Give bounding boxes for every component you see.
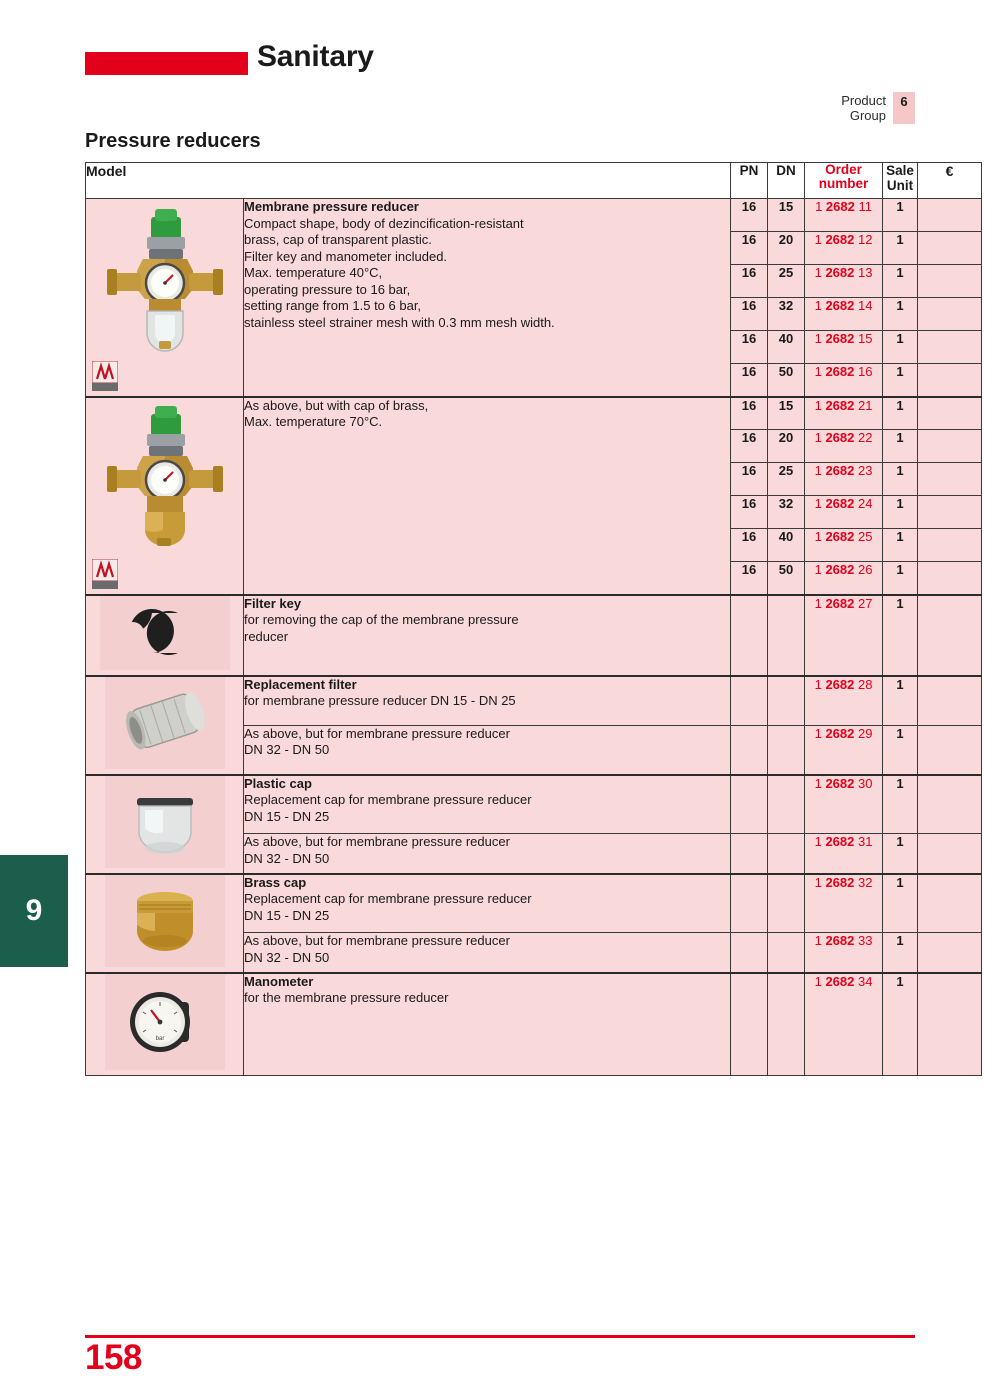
order-mid: 2682: [825, 933, 855, 949]
product-description-line: DN 15 - DN 25: [244, 907, 330, 923]
price-field[interactable]: [918, 676, 982, 726]
product-title: Membrane pressure reducer: [244, 199, 419, 214]
product-image-cell: [86, 397, 244, 595]
table-header: [86, 163, 982, 199]
order-prefix: 1: [814, 298, 822, 313]
dn-value: 15: [768, 199, 805, 232]
price-field[interactable]: [918, 265, 982, 298]
header-dn: DN: [768, 163, 805, 199]
dn-value: [768, 874, 805, 933]
price-field[interactable]: [918, 430, 982, 463]
order-prefix: 1: [814, 364, 822, 379]
product-description-line: operating pressure to 16 bar,: [244, 281, 411, 297]
pn-value: 16: [731, 364, 768, 397]
order-number: [805, 463, 883, 496]
order-suffix: 11: [858, 199, 872, 214]
price-field[interactable]: [918, 397, 982, 430]
order-prefix: 1: [814, 265, 822, 280]
table-row: [86, 595, 982, 676]
pn-value: 16: [731, 430, 768, 463]
product-description-line: Max. temperature 70°C.: [244, 414, 383, 429]
order-mid: 2682: [825, 775, 855, 791]
pn-value: 16: [731, 331, 768, 364]
product-description-line: As above, but for membrane pressure reducer: [244, 933, 510, 949]
product-title: Brass cap: [244, 874, 307, 890]
pn-value: [731, 725, 768, 775]
sale-unit: 1: [883, 562, 918, 595]
product-title: Plastic cap: [244, 775, 312, 791]
order-mid: 2682: [825, 529, 855, 544]
product-description-line: reducer: [244, 628, 289, 644]
pn-value: [731, 834, 768, 874]
table-row: [86, 397, 982, 430]
table-row: [86, 973, 982, 1076]
order-prefix: 1: [814, 430, 822, 445]
price-field[interactable]: [918, 232, 982, 265]
header-pn: PN: [731, 163, 768, 199]
order-mid: 2682: [825, 676, 855, 692]
table-row: [86, 874, 982, 933]
dn-value: 50: [768, 562, 805, 595]
pn-value: 16: [731, 397, 768, 430]
order-prefix: 1: [814, 834, 822, 850]
order-suffix: 23: [857, 463, 873, 478]
order-prefix: 1: [814, 874, 822, 890]
order-number: [805, 933, 883, 973]
product-description-cell: [244, 725, 731, 775]
sale-unit: 1: [883, 298, 918, 331]
order-prefix: 1: [814, 232, 822, 247]
sale-unit: 1: [883, 529, 918, 562]
sale-unit: 1: [883, 397, 918, 430]
order-mid: 2682: [825, 496, 855, 511]
order-mid: 2682: [825, 725, 855, 741]
order-suffix: 32: [857, 874, 873, 890]
order-mid: 2682: [825, 265, 855, 280]
order-prefix: 1: [814, 725, 822, 741]
price-field[interactable]: [918, 562, 982, 595]
replacement-filter-photo: [105, 677, 225, 774]
pn-value: 16: [731, 199, 768, 232]
dn-value: 15: [768, 397, 805, 430]
membrane-pressure-reducer-plastic-cap-photo: [101, 199, 229, 374]
order-suffix: 34: [857, 973, 873, 989]
membrane-pressure-reducer-brass-cap-photo: [101, 398, 229, 571]
plastic-cap-photo: [105, 776, 225, 873]
dn-value: 32: [768, 298, 805, 331]
order-mid: 2682: [825, 834, 855, 850]
product-description-line: stainless steel strainer mesh with 0.3 mm mesh width.: [244, 314, 555, 330]
product-description-line: for removing the cap of the membrane pressure: [244, 612, 519, 627]
product-description-cell: [244, 874, 731, 933]
sale-unit: 1: [883, 874, 918, 933]
product-description-cell: [244, 595, 731, 676]
footer-rule: [85, 1335, 915, 1338]
product-group-label-line1: Product: [841, 93, 886, 108]
table-row: [86, 199, 982, 232]
product-image-cell: [86, 595, 244, 676]
order-number: [805, 834, 883, 874]
dn-value: [768, 595, 805, 676]
header-model: Model: [86, 163, 731, 199]
dn-value: [768, 725, 805, 775]
order-number: [805, 298, 883, 331]
order-number: [805, 430, 883, 463]
order-prefix: 1: [814, 595, 822, 611]
din-dvgw-approval-icon: [92, 559, 118, 589]
order-suffix: 24: [857, 496, 873, 511]
price-field[interactable]: [918, 595, 982, 676]
pn-value: 16: [731, 496, 768, 529]
price-field[interactable]: [918, 874, 982, 933]
header-currency: €: [918, 163, 982, 199]
product-description-cell: [244, 199, 731, 397]
page-header: [85, 40, 915, 88]
sale-unit: 1: [883, 496, 918, 529]
dn-value: [768, 676, 805, 726]
sale-unit: 1: [883, 834, 918, 874]
dn-value: [768, 973, 805, 1076]
order-number: [805, 562, 883, 595]
order-number: [805, 232, 883, 265]
order-suffix: 28: [857, 676, 873, 692]
order-prefix: 1: [815, 199, 823, 214]
sale-unit: 1: [883, 933, 918, 973]
price-field[interactable]: [918, 973, 982, 1076]
order-number: [805, 364, 883, 397]
product-group-label-line2: Group: [849, 108, 886, 123]
dn-value: [768, 775, 805, 834]
order-mid: 2682: [825, 199, 855, 214]
product-image-cell: [86, 199, 244, 397]
table-row: [86, 775, 982, 834]
dn-value: 20: [768, 232, 805, 265]
product-description-line: Replacement cap for membrane pressure reducer: [244, 891, 532, 906]
order-mid: 2682: [825, 331, 855, 346]
product-description-line: Replacement cap for membrane pressure reducer: [244, 792, 532, 807]
pn-value: [731, 676, 768, 726]
pn-value: [731, 973, 768, 1076]
sale-unit: 1: [883, 775, 918, 834]
manometer-photo: [105, 974, 225, 1075]
pn-value: 16: [731, 265, 768, 298]
pn-value: [731, 874, 768, 933]
order-number: [805, 775, 883, 834]
pn-value: 16: [731, 529, 768, 562]
dn-value: 25: [768, 265, 805, 298]
sale-unit: 1: [883, 364, 918, 397]
order-prefix: 1: [814, 331, 822, 346]
product-image-cell: [86, 676, 244, 775]
order-prefix: 1: [814, 562, 822, 577]
product-description-line: setting range from 1.5 to 6 bar,: [244, 298, 422, 313]
product-description-line: As above, but for membrane pressure reducer: [244, 725, 510, 741]
price-field[interactable]: [918, 496, 982, 529]
product-description-line: Filter key and manometer included.: [244, 248, 448, 264]
page-number: 158: [85, 1338, 142, 1377]
price-field[interactable]: [918, 834, 982, 874]
sale-unit: 1: [883, 595, 918, 676]
order-suffix: 21: [857, 397, 873, 413]
product-description-line: Max. temperature 40°C,: [244, 265, 383, 280]
order-number: [805, 397, 883, 430]
order-number: [805, 676, 883, 726]
order-prefix: 1: [814, 775, 822, 791]
product-description-line: As above, but with cap of brass,: [244, 397, 429, 413]
page-title: Sanitary: [257, 40, 374, 73]
header-order-line2: number: [818, 176, 869, 191]
order-suffix: 13: [857, 265, 873, 280]
pn-value: [731, 933, 768, 973]
order-prefix: 1: [814, 973, 822, 989]
order-number: [805, 331, 883, 364]
catalog-table: [85, 162, 982, 1076]
chapter-tab: 9: [0, 855, 68, 967]
order-suffix: 12: [857, 232, 873, 247]
product-description-line: brass, cap of transparent plastic.: [244, 232, 432, 247]
product-group-label: [841, 92, 893, 123]
order-prefix: 1: [814, 529, 822, 544]
pn-value: 16: [731, 232, 768, 265]
dn-value: 20: [768, 430, 805, 463]
price-field[interactable]: [918, 463, 982, 496]
order-suffix: 31: [857, 834, 873, 850]
section-title: Pressure reducers: [85, 130, 261, 152]
order-number: [805, 529, 883, 562]
product-description-line: Compact shape, body of dezincification-resistant: [244, 215, 524, 231]
product-title: Filter key: [244, 595, 302, 611]
filter-key-photo: [100, 596, 230, 675]
dn-value: 32: [768, 496, 805, 529]
dn-value: [768, 834, 805, 874]
order-number: [805, 199, 883, 232]
product-description-cell: [244, 973, 731, 1076]
product-description-cell: [244, 775, 731, 834]
product-description-cell: [244, 676, 731, 726]
order-mid: 2682: [825, 430, 855, 445]
product-description-cell: [244, 933, 731, 973]
order-mid: 2682: [825, 364, 855, 379]
product-description-cell: [244, 834, 731, 874]
dn-value: 40: [768, 331, 805, 364]
order-suffix: 15: [857, 331, 873, 346]
sale-unit: 1: [883, 725, 918, 775]
order-mid: 2682: [825, 562, 855, 577]
sale-unit: 1: [883, 331, 918, 364]
product-description-line: for membrane pressure reducer DN 15 - DN 25: [244, 693, 516, 708]
order-suffix: 30: [857, 775, 873, 791]
order-number: [805, 265, 883, 298]
order-prefix: 1: [814, 397, 822, 413]
order-prefix: 1: [814, 933, 822, 949]
product-description-line: DN 32 - DN 50: [244, 850, 330, 866]
order-suffix: 22: [857, 430, 873, 445]
dn-value: [768, 933, 805, 973]
order-number: [805, 725, 883, 775]
product-description-line: DN 15 - DN 25: [244, 808, 330, 824]
product-image-cell: [86, 775, 244, 874]
order-suffix: 16: [857, 364, 873, 379]
price-field[interactable]: [918, 933, 982, 973]
catalog-table-wrapper: [85, 162, 954, 1076]
order-mid: 2682: [825, 463, 855, 478]
header-red-bar: [85, 52, 248, 75]
dn-value: 40: [768, 529, 805, 562]
order-suffix: 26: [857, 562, 873, 577]
din-dvgw-approval-icon: [92, 361, 118, 391]
table-row: [86, 676, 982, 726]
dn-value: 50: [768, 364, 805, 397]
order-mid: 2682: [825, 874, 855, 890]
header-order-number: [805, 163, 883, 199]
order-mid: 2682: [825, 298, 855, 313]
product-description-line: DN 32 - DN 50: [244, 742, 330, 757]
product-description-cell: [244, 397, 731, 595]
order-number: [805, 496, 883, 529]
sale-unit: 1: [883, 265, 918, 298]
pn-value: 16: [731, 562, 768, 595]
product-title: Replacement filter: [244, 676, 357, 692]
pn-value: 16: [731, 463, 768, 496]
product-image-cell: [86, 874, 244, 973]
pn-value: 16: [731, 298, 768, 331]
order-suffix: 33: [857, 933, 873, 949]
header-sale-unit: [883, 163, 918, 199]
header-sale-line2: Unit: [886, 178, 914, 193]
product-group-indicator: [841, 92, 915, 124]
order-suffix: 14: [857, 298, 873, 313]
header-order-line1: Order: [825, 162, 862, 177]
price-field[interactable]: [918, 364, 982, 397]
dn-value: 25: [768, 463, 805, 496]
order-mid: 2682: [825, 595, 855, 611]
sale-unit: 1: [883, 463, 918, 496]
order-number: [805, 874, 883, 933]
price-field[interactable]: [918, 331, 982, 364]
order-suffix: 25: [857, 529, 873, 544]
table-header-row: [86, 163, 982, 199]
sale-unit: 1: [883, 199, 918, 232]
table-body: [86, 199, 982, 1076]
order-prefix: 1: [814, 463, 822, 478]
product-description-line: As above, but for membrane pressure reducer: [244, 834, 510, 850]
product-description-line: for the membrane pressure reducer: [244, 990, 449, 1005]
pn-value: [731, 595, 768, 676]
price-field[interactable]: [918, 775, 982, 834]
product-group-value: 6: [893, 92, 915, 124]
product-image-cell: [86, 973, 244, 1076]
order-suffix: 27: [857, 595, 873, 611]
price-field[interactable]: [918, 298, 982, 331]
price-field[interactable]: [918, 725, 982, 775]
header-sale-line1: Sale: [886, 163, 914, 178]
order-number: [805, 595, 883, 676]
order-prefix: 1: [814, 496, 822, 511]
order-suffix: 29: [857, 725, 873, 741]
svg-text:bar: bar: [155, 1035, 164, 1042]
sale-unit: 1: [883, 676, 918, 726]
order-number: [805, 973, 883, 1076]
sale-unit: 1: [883, 232, 918, 265]
sale-unit: 1: [883, 973, 918, 1076]
price-field[interactable]: [918, 529, 982, 562]
price-field[interactable]: [918, 199, 982, 232]
order-mid: 2682: [825, 232, 855, 247]
order-prefix: 1: [814, 676, 822, 692]
sale-unit: 1: [883, 430, 918, 463]
pn-value: [731, 775, 768, 834]
order-mid: 2682: [825, 973, 855, 989]
brass-cap-photo: [105, 875, 225, 972]
order-mid: 2682: [825, 397, 855, 413]
product-description-line: DN 32 - DN 50: [244, 949, 330, 965]
product-title: Manometer: [244, 973, 314, 989]
